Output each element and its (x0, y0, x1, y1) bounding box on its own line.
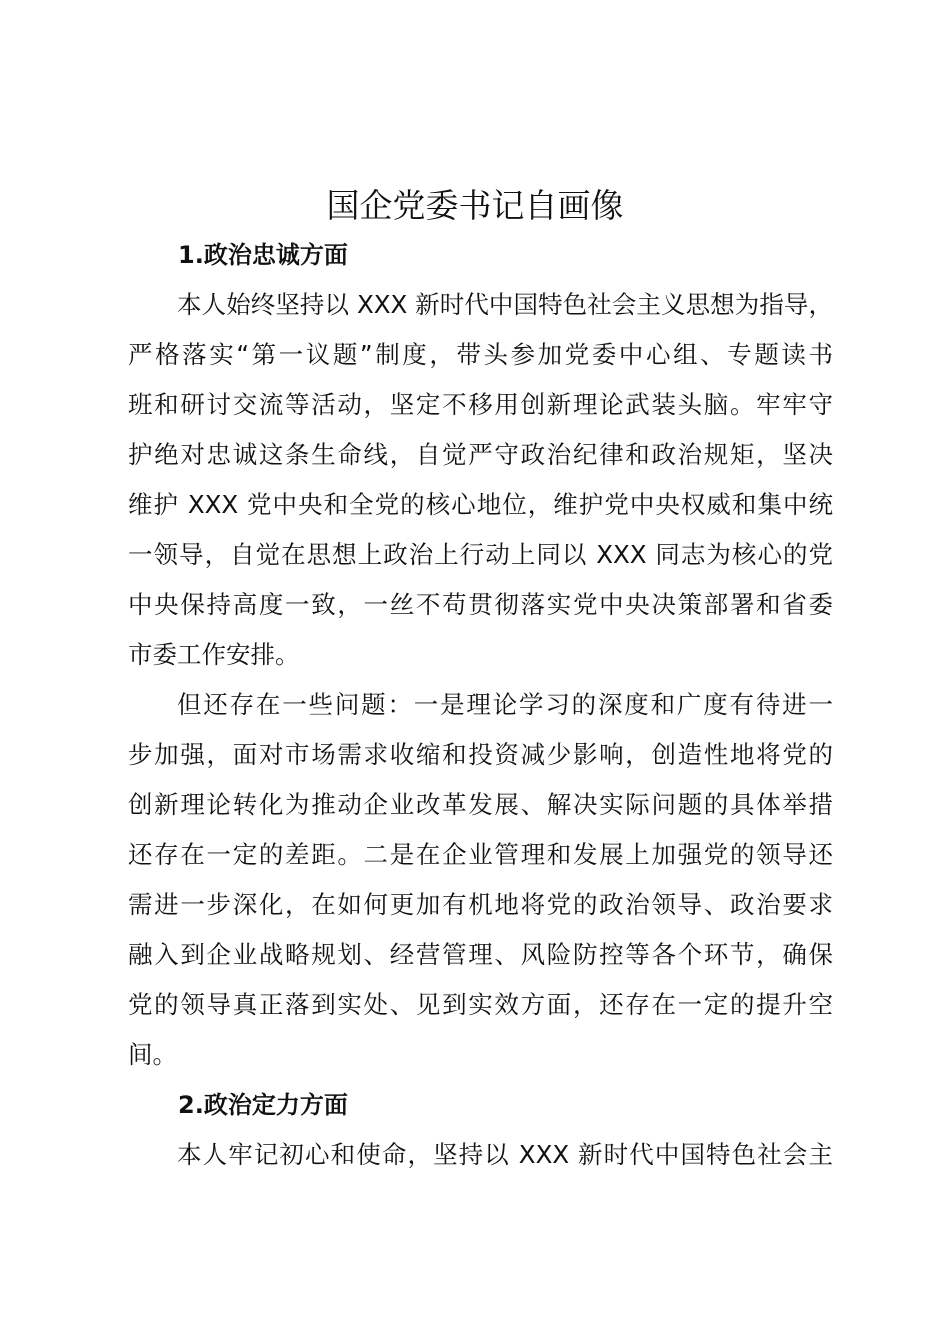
paragraph-line: 中央保持高度一致，一丝不苟贯彻落实党中央决策部署和省委 (128, 590, 833, 619)
paragraph-line: 一领导，自觉在思想上政治上行动上同以 XXX 同志为核心的党 (128, 540, 833, 569)
paragraph-line: 还存在一定的差距。二是在企业管理和发展上加强党的领导还 (128, 840, 833, 869)
paragraph-line: 融入到企业战略规划、经营管理、风险防控等各个环节，确保 (128, 940, 833, 969)
paragraph-line: 班和研讨交流等活动，坚定不移用创新理论武装头脑。牢牢守 (128, 390, 833, 419)
paragraph-line: 护绝对忠诚这条生命线，自觉严守政治纪律和政治规矩，坚决 (128, 440, 833, 469)
paragraph-line: 步加强，面对市场需求收缩和投资减少影响，创造性地将党的 (128, 740, 833, 769)
document-title: 国企党委书记自画像 (326, 186, 624, 225)
paragraph-line: 本人始终坚持以 XXX 新时代中国特色社会主义思想为指导， (177, 290, 833, 319)
section-heading-political-loyalty: 1.政治忠诚方面 (178, 241, 348, 269)
paragraph-line: 市委工作安排。 (128, 640, 300, 669)
paragraph-line: 需进一步深化，在如何更加有机地将党的政治领导、政治要求 (128, 890, 833, 919)
paragraph-line: 维护 XXX 党中央和全党的核心地位，维护党中央权威和集中统 (128, 490, 833, 519)
paragraph-line: 严格落实“第一议题”制度，带头参加党委中心组、专题读书 (128, 340, 833, 369)
paragraph-line: 间。 (128, 1040, 177, 1069)
paragraph-line: 但还存在一些问题：一是理论学习的深度和广度有待进一 (177, 690, 833, 719)
paragraph-line: 本人牢记初心和使命，坚持以 XXX 新时代中国特色社会主 (177, 1140, 833, 1169)
paragraph-line: 党的领导真正落到实处、见到实效方面，还存在一定的提升空 (128, 990, 833, 1019)
paragraph-line: 创新理论转化为推动企业改革发展、解决实际问题的具体举措 (128, 790, 833, 819)
section-heading-political-stability: 2.政治定力方面 (178, 1091, 348, 1119)
